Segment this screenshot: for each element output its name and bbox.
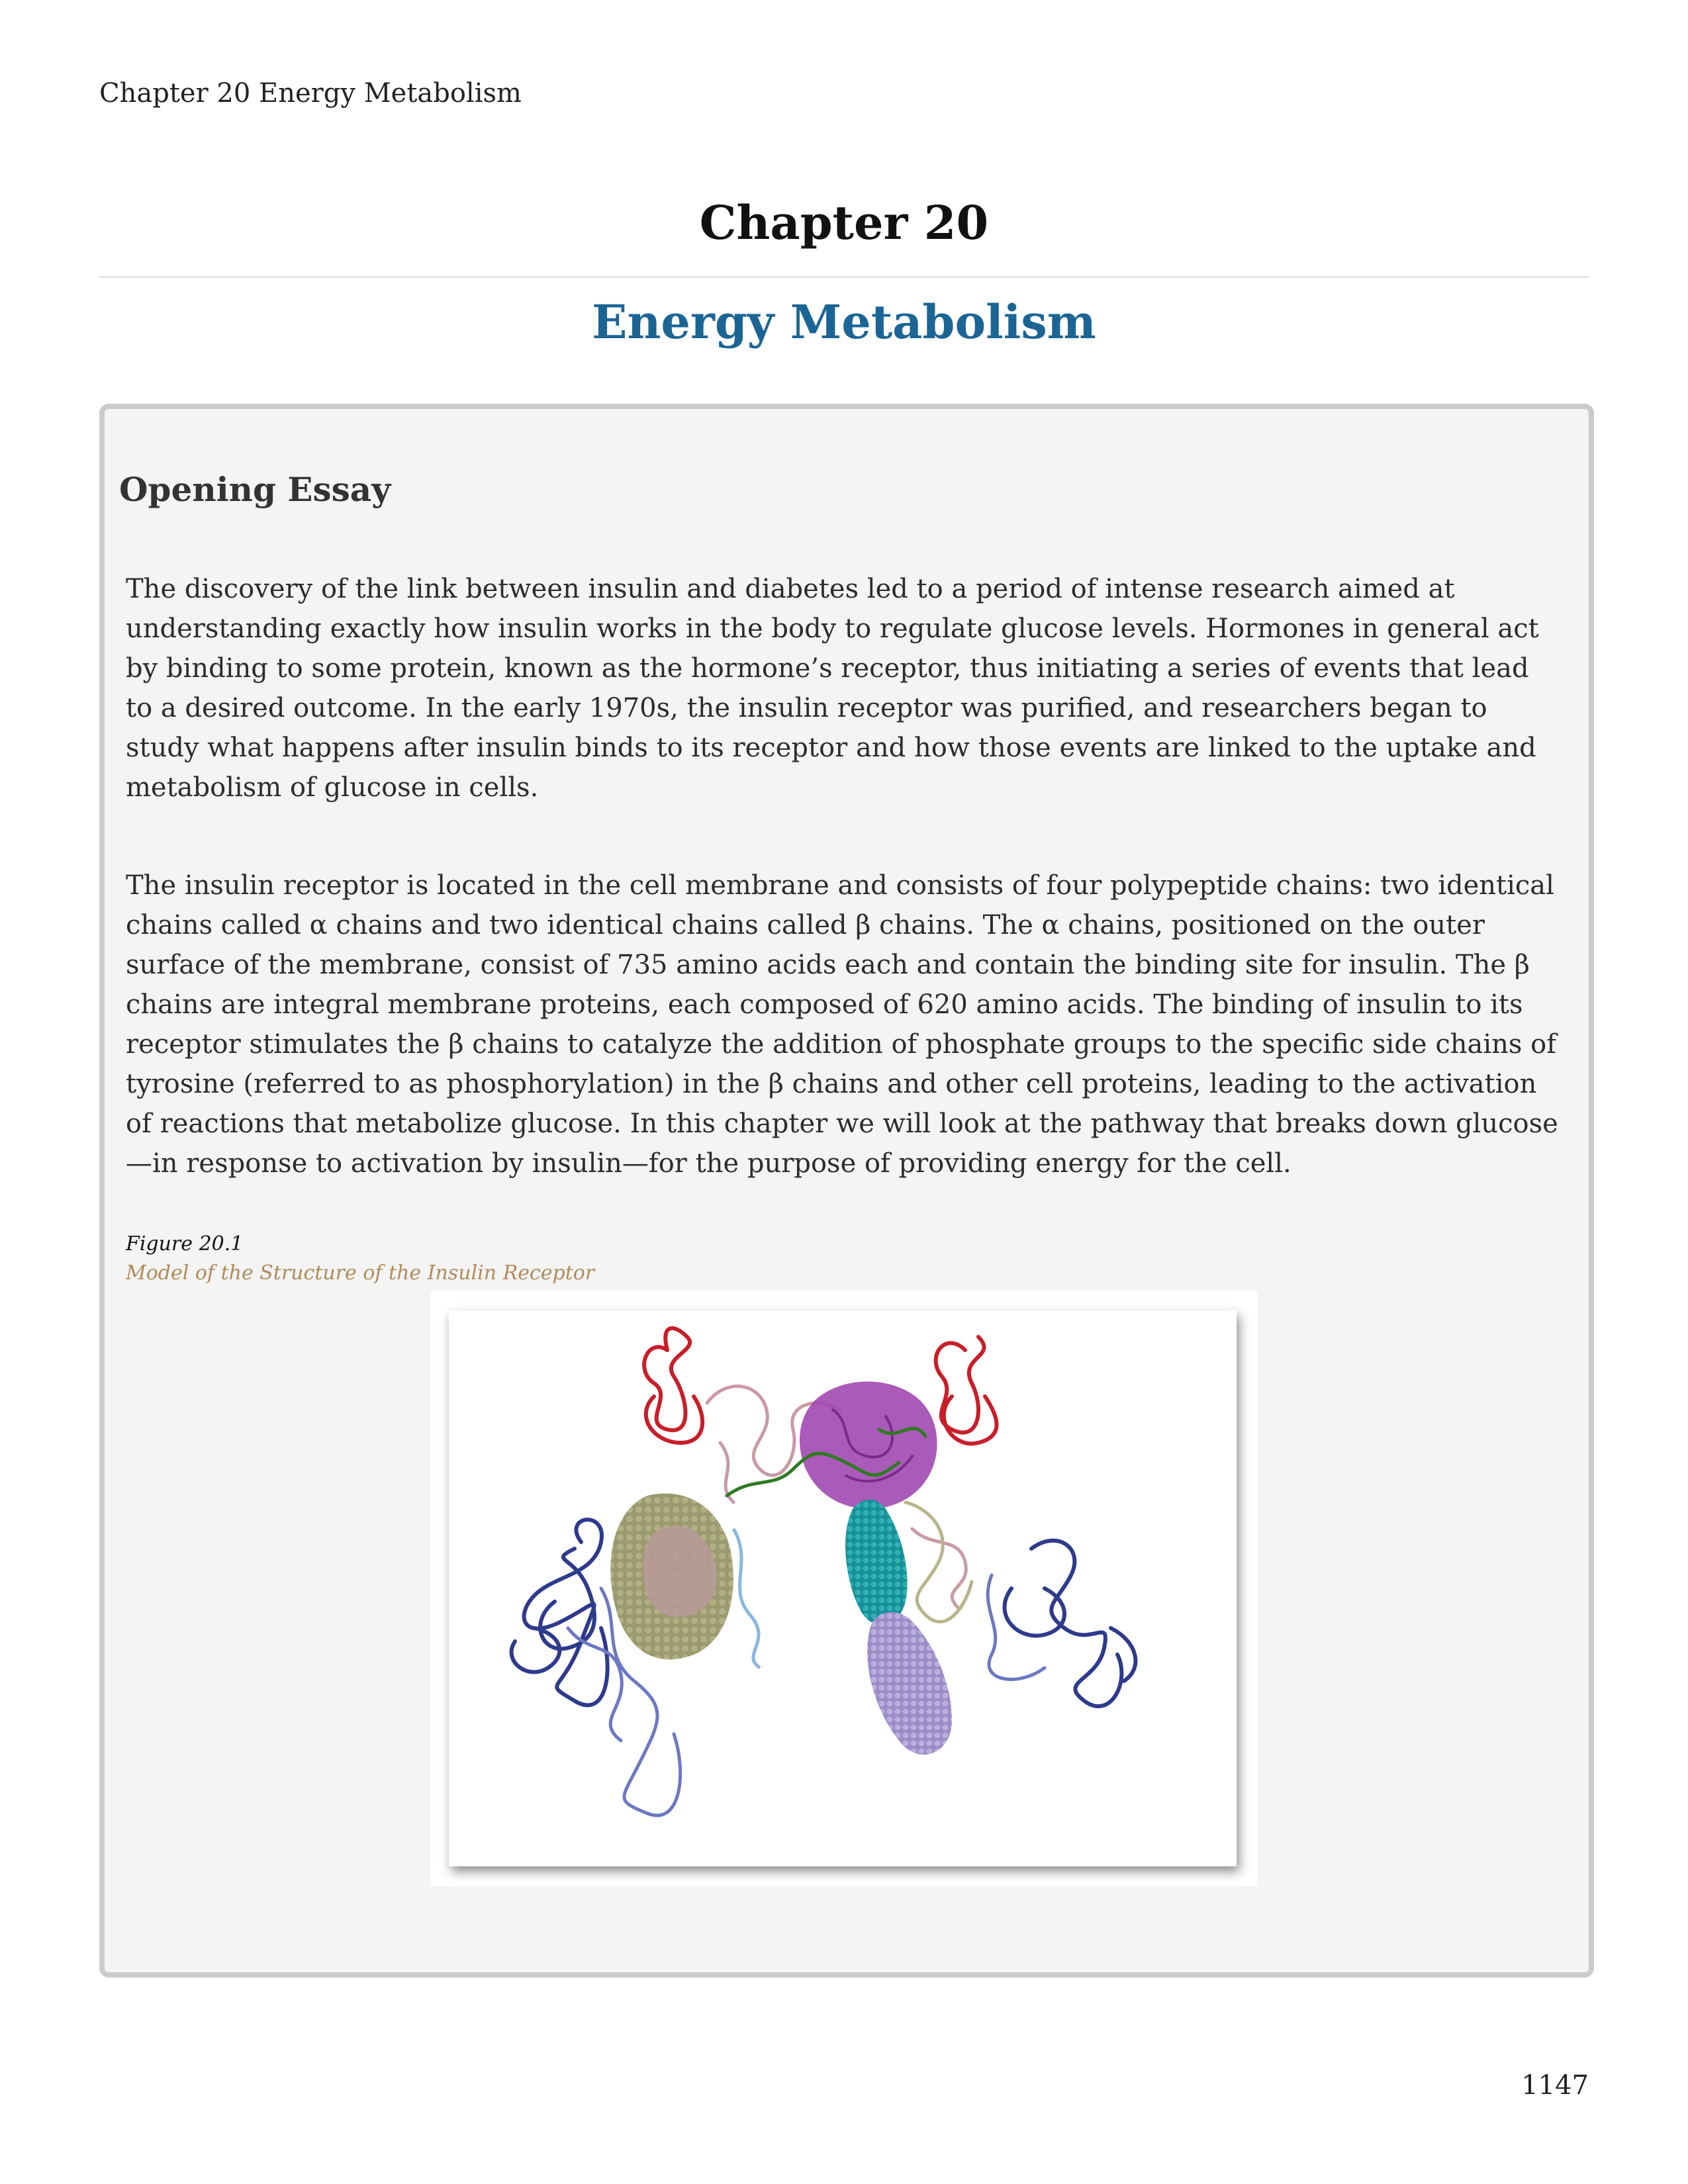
title-divider bbox=[99, 276, 1589, 278]
essay-paragraph-2: The insulin receptor is located in the cell membrane and consists of four polypeptide chains: two identical chains called α chains and two identical chains called β chains. The α chains, positioned on the outer surface of the membrane, consist of 735 amino acids each and contain the binding site for insulin. The β chains are integral membrane proteins, each composed of 620 amino acids. The binding of insulin to its receptor stimulates the β chains to catalyze the addition of phosphate groups to the specific side chains of tyrosine (referred to as phosphorylation) in the β chains and other cell proteins, leading to the activation of reactions that metabolize glucose. In this chapter we will look at the pathway that breaks down glucose—in response to activation by insulin—for the purpose of providing energy for the cell. bbox=[126, 870, 1558, 1179]
teal-domain bbox=[845, 1500, 908, 1625]
light-blue-strand bbox=[733, 1529, 760, 1668]
running-header: Chapter 20 Energy Metabolism bbox=[99, 78, 522, 109]
essay-heading: Opening Essay bbox=[119, 470, 391, 509]
tan-ribbon bbox=[906, 1502, 972, 1621]
lavender-domain bbox=[867, 1612, 952, 1755]
right-blue-domain bbox=[1005, 1541, 1136, 1706]
page-number: 1147 bbox=[1521, 2070, 1589, 2101]
purple-core bbox=[800, 1382, 937, 1510]
chapter-title: Energy Metabolism bbox=[592, 295, 1096, 349]
essay-paragraph-1: The discovery of the link between insulin and diabetes led to a period of intense research aimed at understanding exactly how insulin works in the body to regulate glucose levels. Hormones in general act by binding to some protein, known as the hormone’s receptor, thus initiating a series of events that lead to a desired outcome. In the early 1970s, the insulin receptor was purified, and researchers began to study what happens after insulin binds to its receptor and how those events are linked to the uptake and metabolism of glucose in cells. bbox=[126, 574, 1539, 803]
left-blue-domain bbox=[512, 1520, 608, 1705]
chapter-number: Chapter 20 bbox=[699, 195, 989, 250]
insulin-receptor-model-image bbox=[449, 1310, 1237, 1866]
figure-label: Figure 20.1 bbox=[126, 1232, 244, 1255]
figure-caption: Model of the Structure of the Insulin Receptor bbox=[126, 1261, 595, 1285]
protein-structure-illustration bbox=[449, 1310, 1237, 1866]
